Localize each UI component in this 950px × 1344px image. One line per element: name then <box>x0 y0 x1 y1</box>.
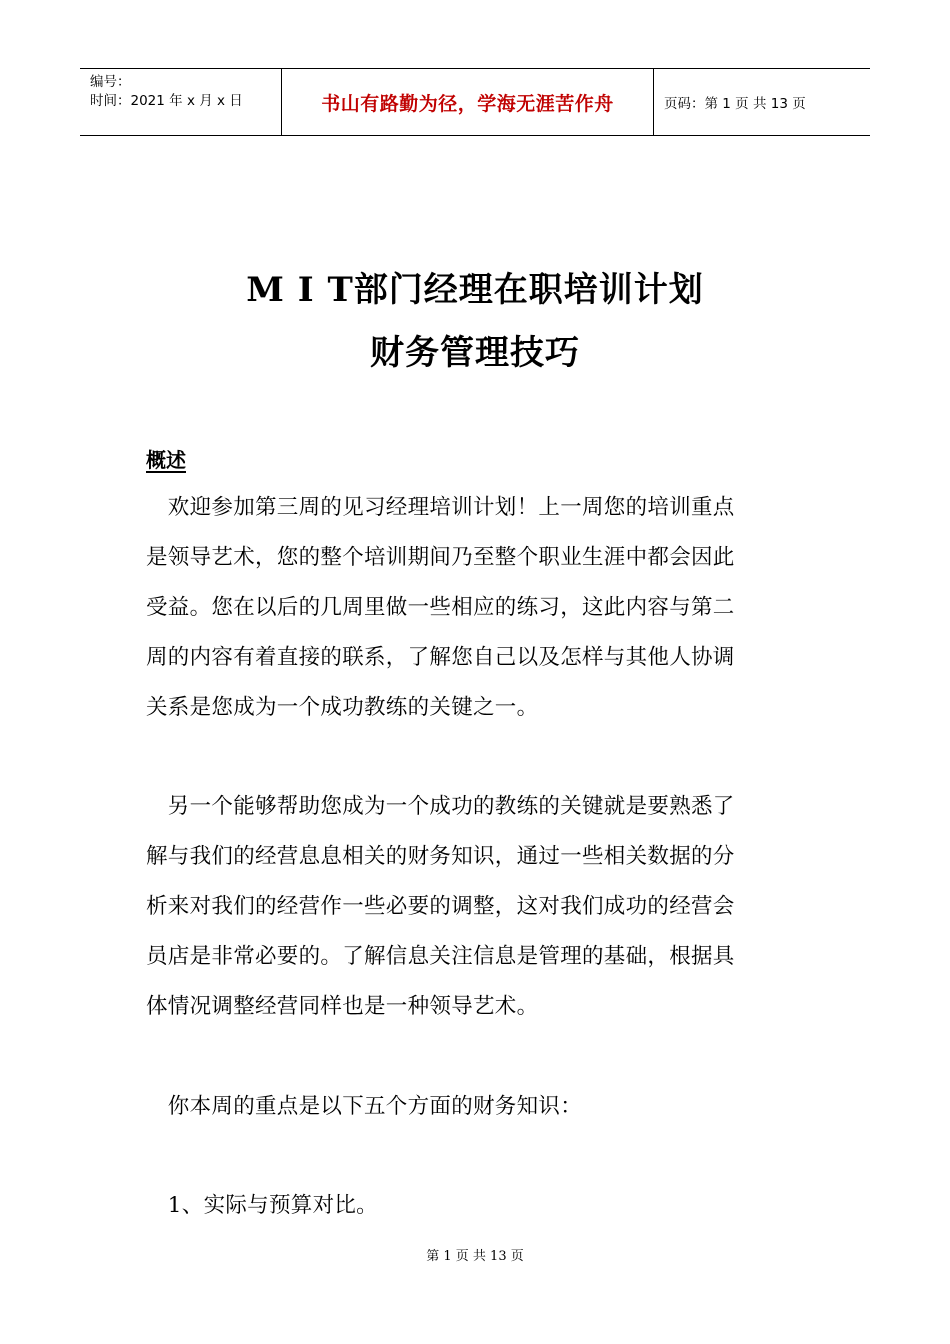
header-motto-cell <box>282 69 654 135</box>
document-subtitle: 财务管理技巧 <box>370 333 580 373</box>
page-footer: 第 1 页 共 13 页 <box>426 1249 524 1264</box>
paragraph-line: 关系是您成为一个成功教练的关键之一。 <box>146 695 539 720</box>
paragraph-line: 是领导艺术，您的整个培训期间乃至整个职业生涯中都会因此 <box>146 545 735 570</box>
paragraph-line: 析来对我们的经营作一些必要的调整，这对我们成功的经营会 <box>146 894 735 919</box>
header-meta-cell <box>80 69 282 135</box>
paragraph-1 <box>146 483 826 733</box>
header-motto: 书山有路勤为径，学海无涯苦作舟 <box>321 92 614 115</box>
paragraph-3 <box>146 1082 826 1132</box>
paragraph-line: 体情况调整经营同样也是一种领导艺术。 <box>146 994 539 1019</box>
paragraph-line: 受益。您在以后的几周里做一些相应的练习，这此内容与第二 <box>146 595 735 620</box>
paragraph-line: 员店是非常必要的。了解信息关注信息是管理的基础，根据具 <box>146 944 735 969</box>
section-heading: 概述 <box>146 448 186 472</box>
page-header <box>80 68 870 136</box>
document-title: M I T部门经理在职培训计划 <box>246 270 704 310</box>
paragraph-line: 另一个能够帮助您成为一个成功的教练的关键就是要熟悉了 <box>146 794 735 819</box>
paragraph-line: 欢迎参加第三周的见习经理培训计划！上一周您的培训重点 <box>146 495 735 520</box>
list-item-1 <box>146 1181 826 1231</box>
paragraph-2 <box>146 782 826 1032</box>
header-page-label: 页码：第 1 页 共 13 页 <box>664 96 806 112</box>
paragraph-line: 1、实际与预算对比。 <box>146 1193 378 1218</box>
paragraph-line: 解与我们的经营息息相关的财务知识，通过一些相关数据的分 <box>146 844 735 869</box>
paragraph-line: 周的内容有着直接的联系，了解您自己以及怎样与其他人协调 <box>146 645 735 670</box>
paragraph-line: 你本周的重点是以下五个方面的财务知识： <box>146 1094 583 1119</box>
header-time-label: 时间：2021 年 x 月 x 日 <box>90 93 243 109</box>
header-page-cell <box>654 69 870 135</box>
header-number-label: 编号： <box>90 74 131 90</box>
